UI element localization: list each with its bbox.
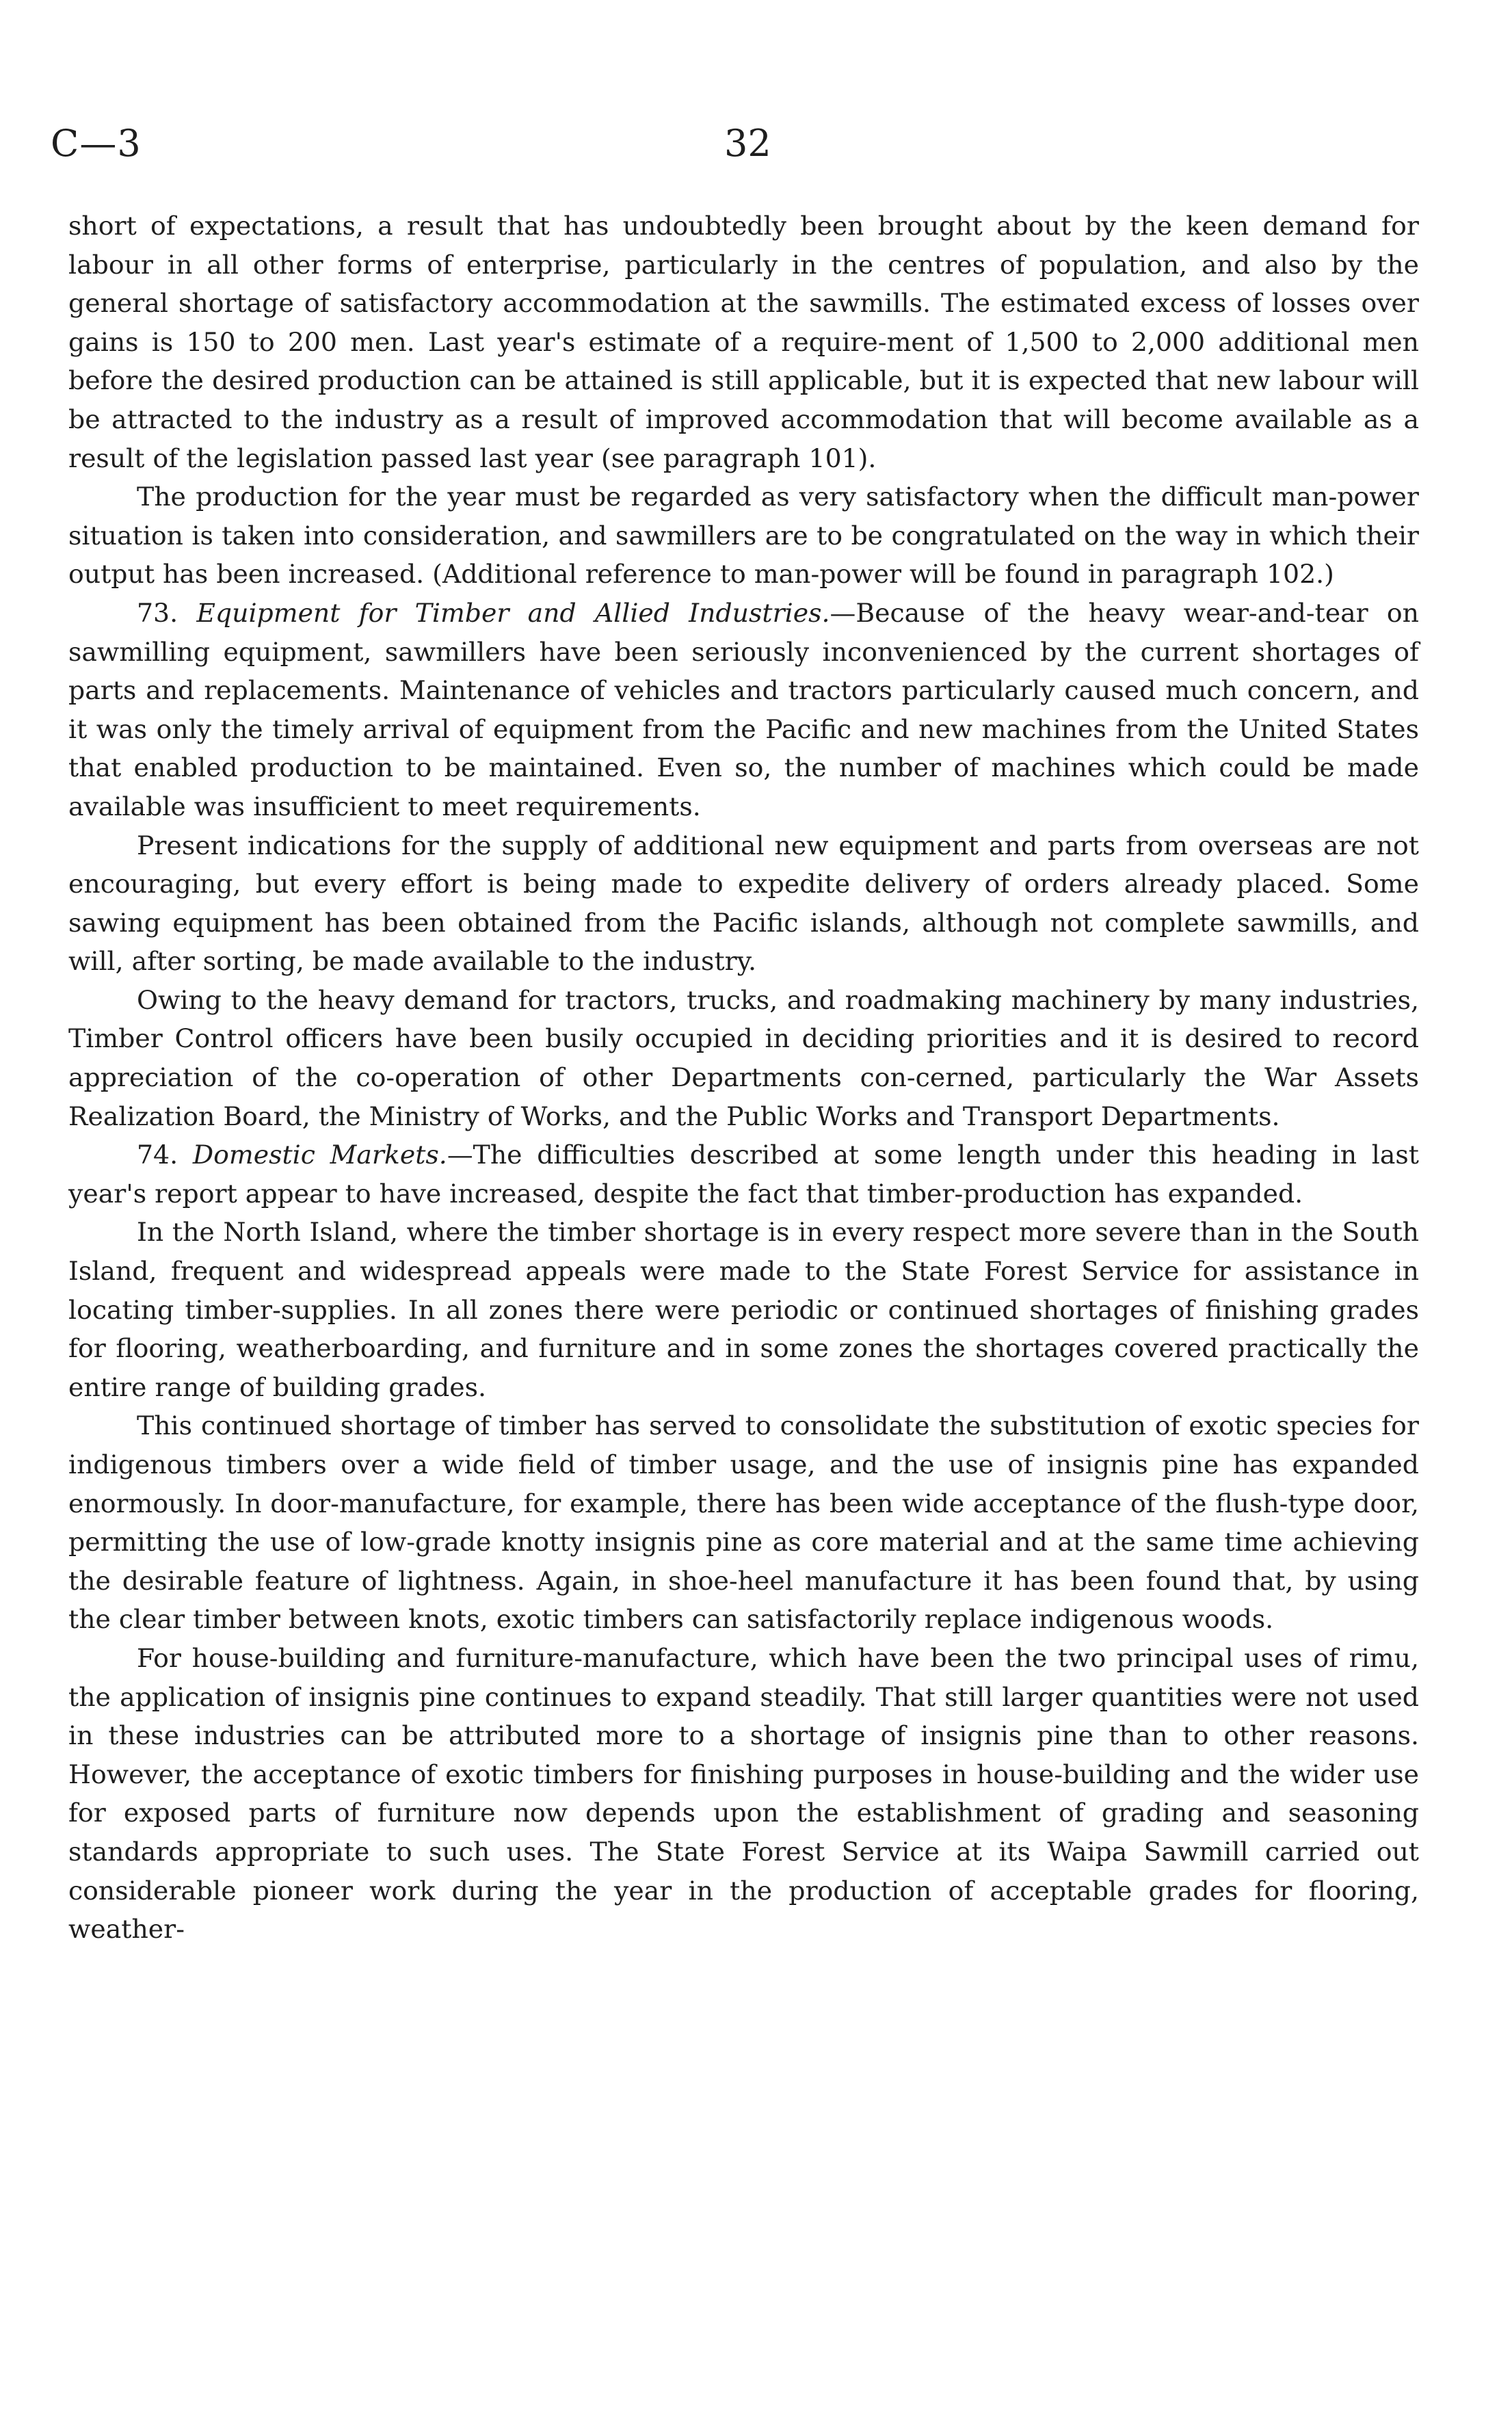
paragraph xyxy=(68,477,1419,594)
paragraph-text: The production for the year must be regarded as very satisfactory when the difficult man-power situation is taken into consideration, and sawmillers are to be congratulated on the way in which their output has been increased. (Additional reference to man-power will be found in paragraph 102.) xyxy=(68,482,1419,590)
paragraph-74 xyxy=(68,1135,1419,1213)
paragraph-text: —The difficulties described at some length under this heading in last year's report appear to have increased, despite the fact that timber-production has expanded. xyxy=(68,1140,1419,1209)
document-code: C—3 xyxy=(51,122,142,165)
page-header xyxy=(51,122,1418,183)
section-heading: Domestic Markets. xyxy=(192,1140,447,1170)
section-heading: Equipment for Timber and Allied Industries. xyxy=(196,597,830,628)
paragraph-text: This continued shortage of timber has served to consolidate the substitution of exotic species for indigenous timbers over a wide field of timber usage, and the use of insignis pine has expanded enormously. In door-manufacture, for example, there has been wide acceptance of the flush-type door, permitting the use of low-grade knotty insignis pine as core material and at the same time achieving the desirable feature of lightness. Again, in shoe-heel manufacture it has been found that, by using the clear timber between knots, exotic timbers can satisfactorily replace indigenous woods. xyxy=(68,1410,1419,1635)
paragraph xyxy=(68,1213,1419,1406)
paragraph xyxy=(68,1639,1419,1949)
paragraph xyxy=(68,1406,1419,1639)
paragraph-text: —Because of the heavy wear-and-tear on sawmilling equipment, sawmillers have been seriously inconvenienced by the current shortages of parts and replacements. Maintenance of vehicles and tractors particularly caused much concern, and it was only the timely arrival of equipment from the Pacific and new machines from the United States that enabled production to be maintained. Even so, the number of machines which could be made available was insufficient to meet requirements. xyxy=(68,597,1419,822)
body-text xyxy=(68,207,1419,1949)
paragraph-73 xyxy=(68,594,1419,826)
paragraph-text: Owing to the heavy demand for tractors, trucks, and roadmaking machinery by many industries, Timber Control officers have been busily occupied in deciding priorities and it is desired to record appreciation of the co-operation of other Departments con-cerned, particularly the War Assets Realization Board, the Ministry of Works, and the Public Works and Transport Departments. xyxy=(68,984,1419,1131)
paragraph-text: In the North Island, where the timber shortage is in every respect more severe than in the South Island, frequent and widespread appeals were made to the State Forest Service for assistance in locating timber-supplies. In all zones there were periodic or continued shortages of finishing grades for flooring, weatherboarding, and furniture and in some zones the shortages covered practically the entire range of building grades. xyxy=(68,1217,1419,1402)
paragraph-text: Present indications for the supply of additional new equipment and parts from overseas are not encouraging, but every effort is being made to expedite delivery of orders already placed. Some sawing equipment has been obtained from the Pacific islands, although not complete sawmills, and will, after sorting, be made available to the industry. xyxy=(68,830,1419,977)
paragraph-text: For house-building and furniture-manufacture, which have been the two principal uses of rimu, the application of insignis pine continues to expand steadily. That still larger quantities were not used in these industries can be attributed more to a shortage of insignis pine than to other reasons. However, the acceptance of exotic timbers for finishing purposes in house-building and the wider use for exposed parts of furniture now depends upon the establishment of grading and seasoning standards appropriate to such uses. The State Forest Service at its Waipa Sawmill carried out considerable pioneer work during the year in the production of acceptable grades for flooring, weather- xyxy=(68,1642,1419,1945)
paragraph-number: 73. xyxy=(137,597,178,628)
page-number: 32 xyxy=(724,122,771,165)
paragraph-text: short of expectations, a result that has undoubtedly been brought about by the keen demand for labour in all other forms of enterprise, particularly in the centres of population, and also by the general shortage of satisfactory accommodation at the sawmills. The estimated excess of losses over gains is 150 to 200 men. Last year's estimate of a require-ment of 1,500 to 2,000 additional men before the desired production can be attained is still applicable, but it is expected that new labour will be attracted to the industry as a result of improved accommodation that will become available as a result of the legislation passed last year (see paragraph 101). xyxy=(68,211,1419,473)
paragraph xyxy=(68,207,1419,477)
paragraph xyxy=(68,826,1419,981)
paragraph xyxy=(68,981,1419,1135)
paragraph-number: 74. xyxy=(137,1140,178,1170)
